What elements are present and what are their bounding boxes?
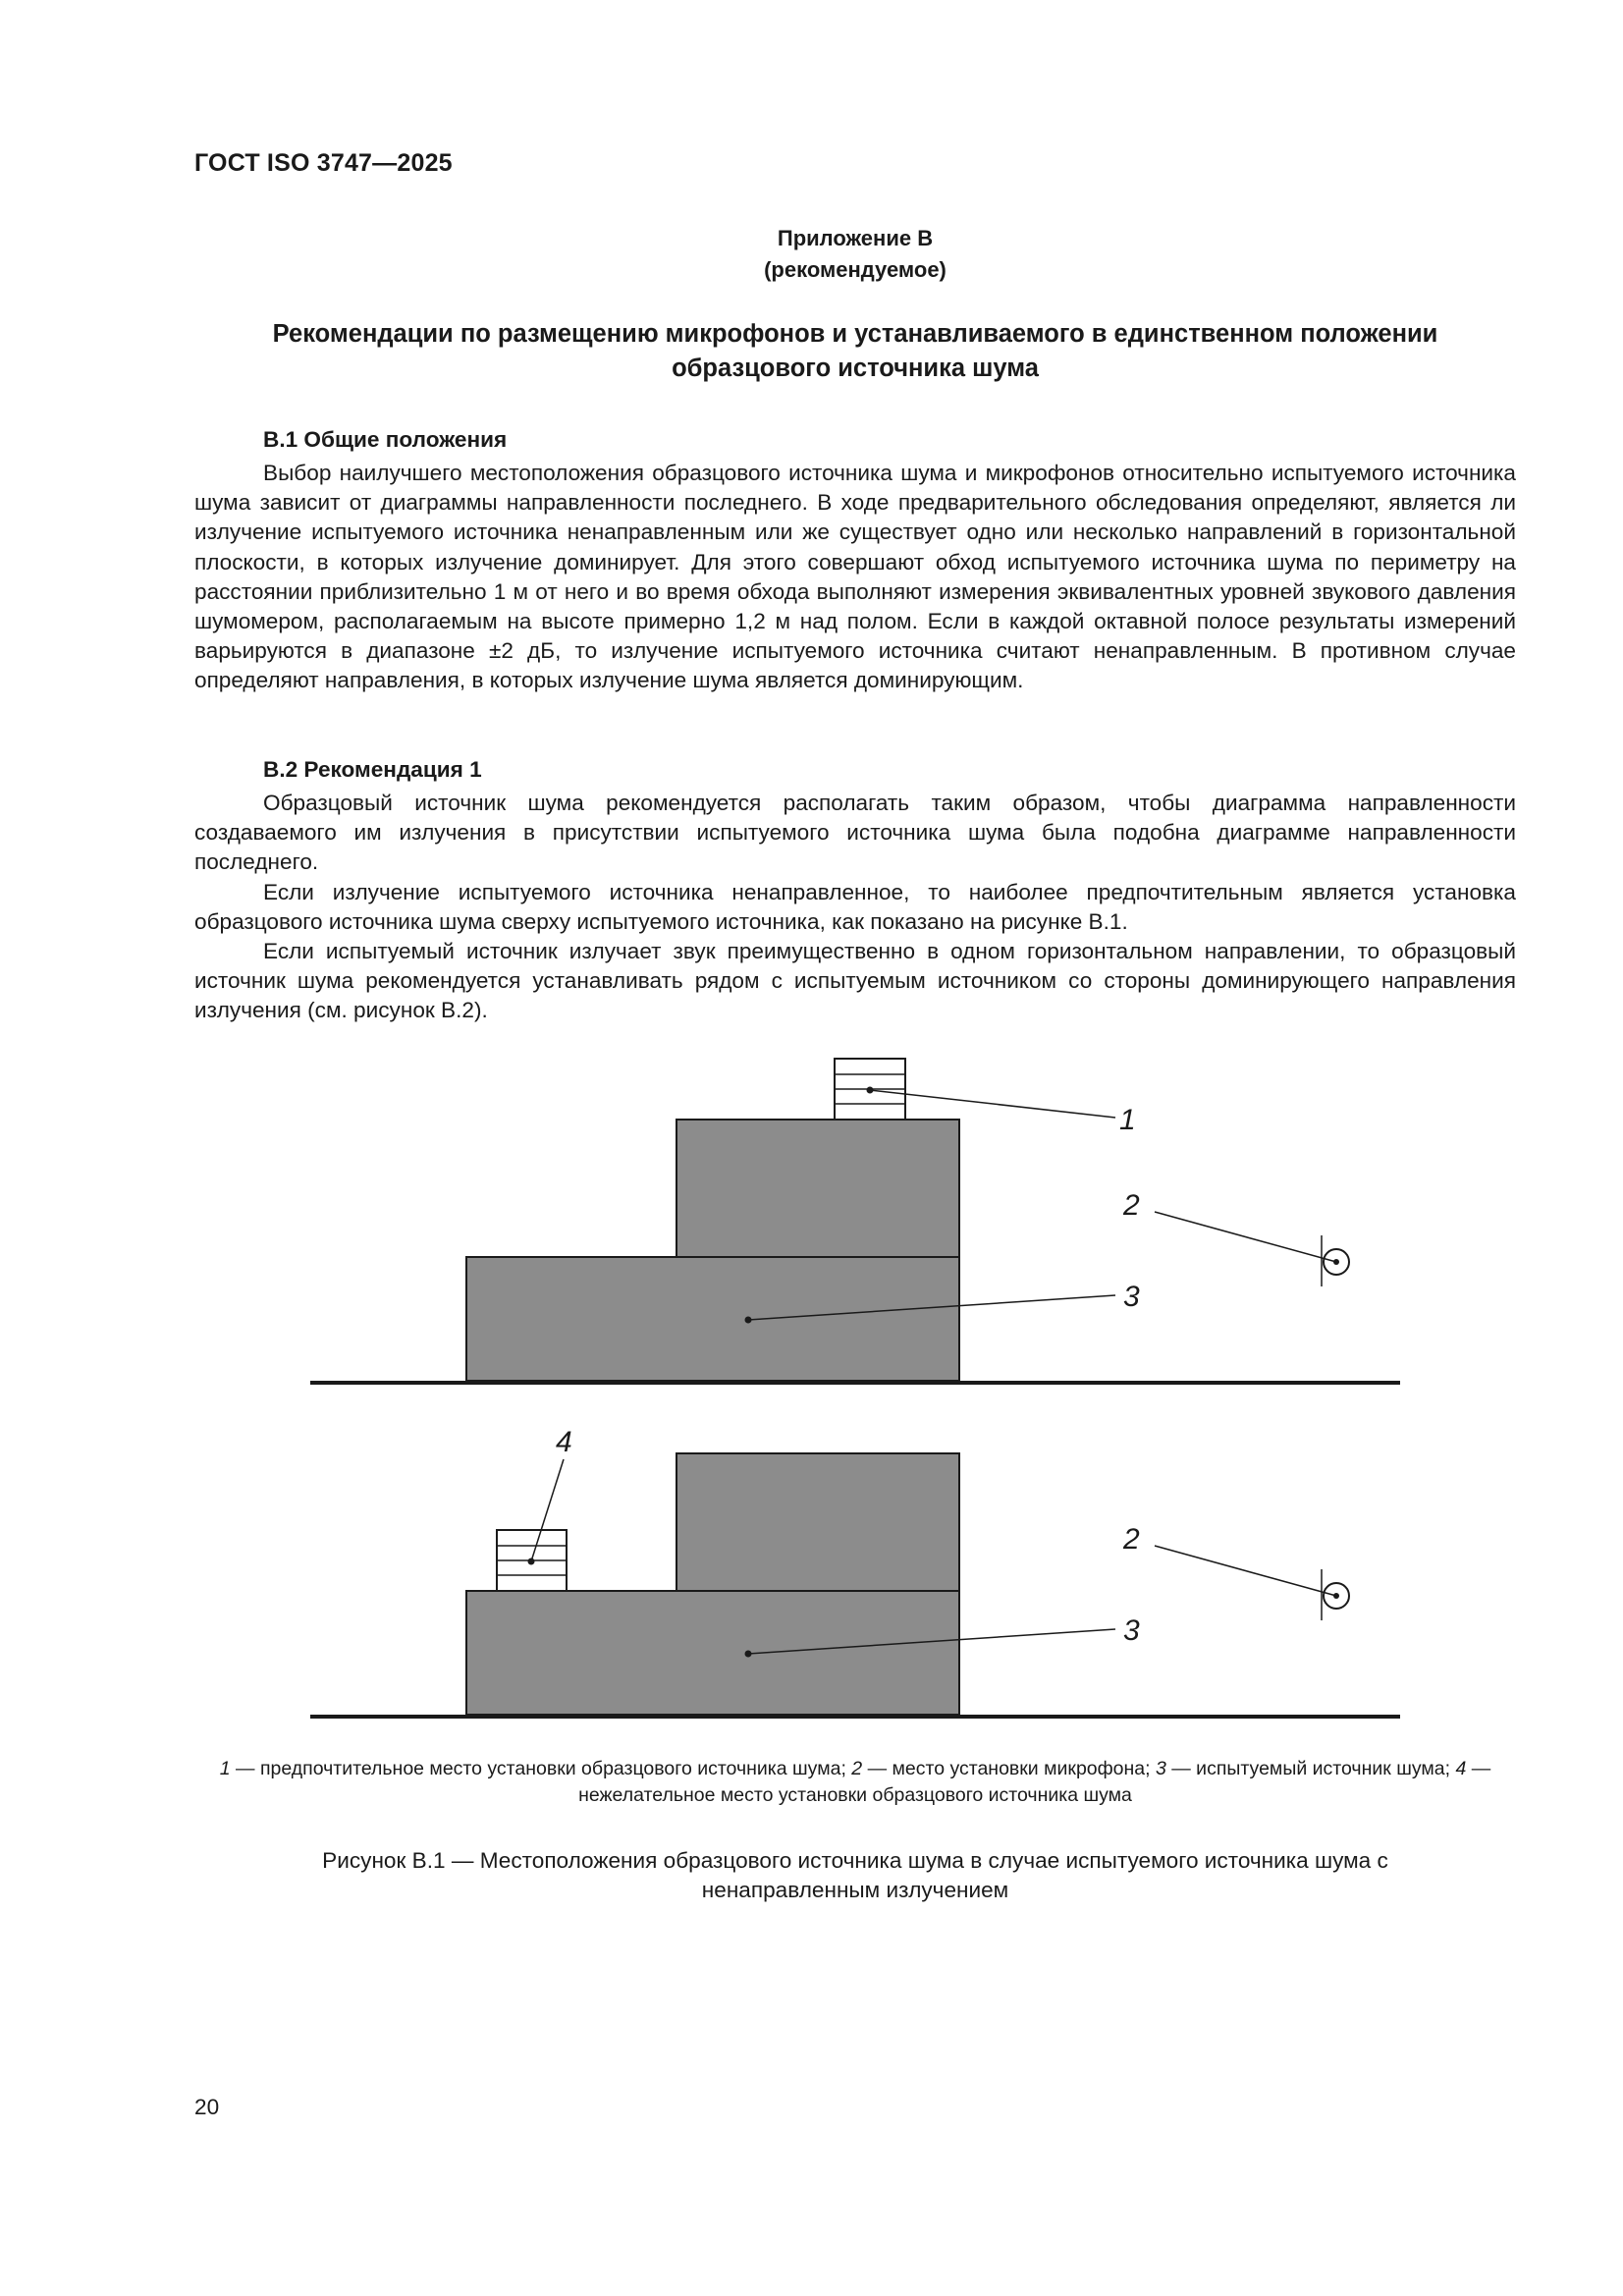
legend-key-1: 1: [219, 1758, 231, 1779]
paragraph: Если испытуемый источник излучает звук преимущественно в одном горизонтальном направлении, то образцовый источник шума рекомендуется устанавливать рядом с испытуемым источником со стороны доминирующего направления излучения (см. рисунок В.2).: [194, 939, 1516, 1023]
document-header: ГОСТ ISO 3747—2025: [194, 149, 453, 177]
legend-text-3: — испытуемый источник шума;: [1165, 1758, 1456, 1779]
lower-scene: [310, 1426, 1400, 1717]
section-b2-heading: В.2 Рекомендация 1: [263, 757, 482, 782]
callout-1-label: 1: [1119, 1104, 1136, 1136]
upper-scene: [310, 1059, 1400, 1383]
appendix-status: (рекомендуемое): [764, 257, 947, 282]
callout-3-label: 3: [1123, 1281, 1140, 1313]
legend-text-1: — предпочтительное место установки образцового источника шума;: [230, 1758, 852, 1779]
figure-caption: Рисунок В.1 — Местоположения образцового источника шума в случае испытуемого источника шума с ненаправленным излучением: [322, 1848, 1388, 1902]
appendix-heading-line1: Рекомендации по размещению микрофонов и устанавливаемого в единственном положении: [272, 320, 1438, 348]
appendix-heading-line2: образцового источника шума: [672, 355, 1039, 382]
paragraph: Выбор наилучшего местоположения образцового источника шума и микрофонов относительно испытуемого источника шума зависит от диаграммы направленности последнего. В ходе предварительного обследования определяют, является ли излучение испытуемого источника ненаправленным или же существует одно или несколько направлений в горизонтальной плоскости, в которых излучение доминирует. Для этого совершают обход испытуемого источника шума по периметру на расстоянии приблизительно 1 м от него и во время обхода выполняют измерения эквивалентных уровней звукового давления шумомером, располагаемым на высоте примерно 1,2 м над полом. Если в каждой октавной полосе результаты измерений варьируются в диапазоне ±2 дБ, то излучение испытуемого источника считают ненаправленным. В противном случае определяют направления, в которых излучение шума является доминирующим.: [194, 461, 1516, 693]
page-number: 20: [194, 2095, 220, 2119]
callout-2-label: 2: [1123, 1189, 1140, 1222]
legend-key-4: 4: [1455, 1758, 1467, 1779]
legend-key-2: 2: [851, 1758, 863, 1779]
figure-legend: [194, 1756, 1516, 1809]
paragraph: Образцовый источник шума рекомендуется располагать таким образом, чтобы диаграмма направленности создаваемого им излучения в присутствии испытуемого источника шума была подобна диаграмме направленности последнего.: [194, 791, 1516, 875]
legend-text-2: — место установки микрофона;: [862, 1758, 1156, 1779]
legend-key-3: 3: [1155, 1758, 1166, 1779]
callout-2-leader: [1155, 1212, 1336, 1262]
test-source-lower-block-2: [466, 1591, 959, 1715]
appendix-title: Приложение В: [777, 226, 934, 250]
legend-text-4: — нежелательное место установки образцового источника шума: [578, 1758, 1491, 1806]
callout-1-leader: [870, 1090, 1115, 1118]
callout-4-label: 4: [556, 1426, 572, 1458]
paragraph: Если излучение испытуемого источника ненаправленное, то наиболее предпочтительным является установка образцового источника шума сверху испытуемого источника, как показано на рисунке В.1.: [194, 879, 1516, 934]
test-source-upper-block-2: [676, 1453, 959, 1591]
callout-2-leader-lower: [1155, 1546, 1336, 1596]
section-b1-heading: В.1 Общие положения: [263, 427, 508, 452]
reference-source-preferred: [835, 1059, 905, 1120]
test-source-upper-block: [676, 1120, 959, 1257]
callout-3-label-lower: 3: [1123, 1614, 1140, 1647]
callout-2-label-lower: 2: [1123, 1523, 1140, 1556]
test-source-lower-block: [466, 1257, 959, 1381]
